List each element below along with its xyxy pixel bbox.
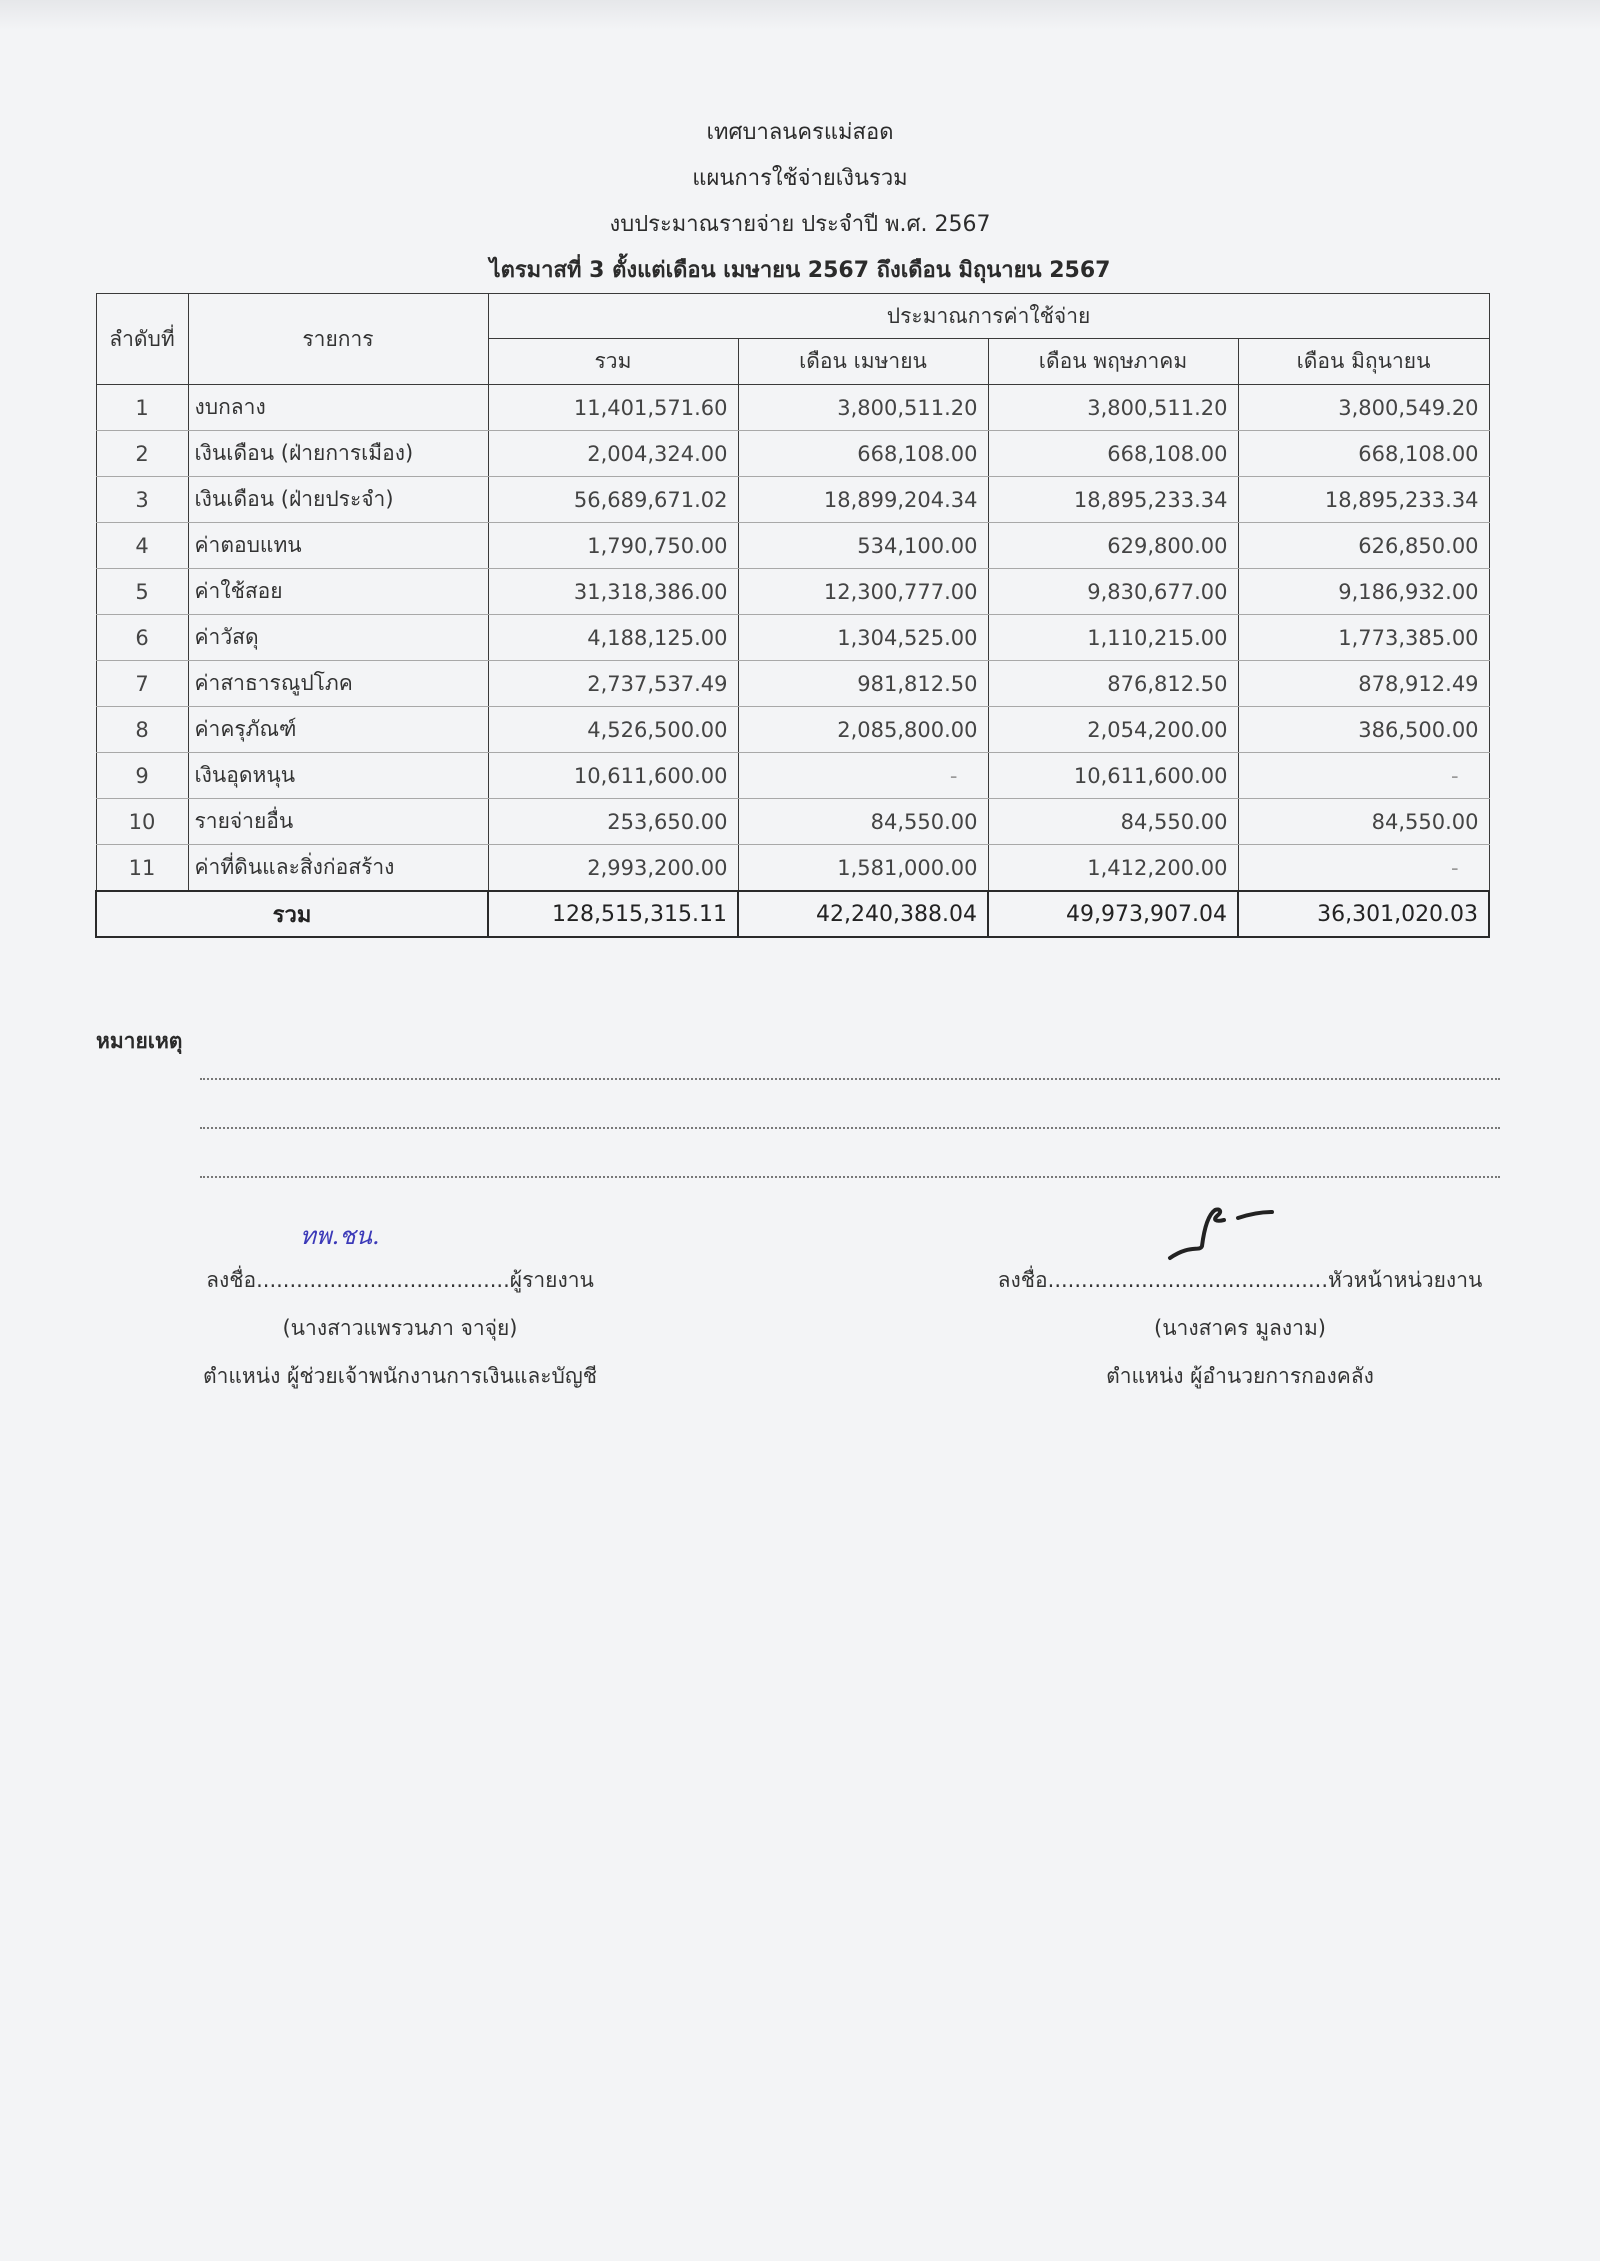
col-header-april: เดือน เมษายน (738, 339, 988, 385)
row-april: 12,300,777.00 (738, 569, 988, 615)
scan-shadow (0, 0, 1600, 30)
row-index: 2 (96, 431, 188, 477)
row-june: - (1238, 753, 1489, 799)
row-item: ค่าสาธารณูปโภค (188, 661, 488, 707)
row-index: 9 (96, 753, 188, 799)
row-total: 10,611,600.00 (488, 753, 738, 799)
row-item: เงินเดือน (ฝ่ายการเมือง) (188, 431, 488, 477)
total-april: 42,240,388.04 (738, 891, 988, 937)
notes-line-3[interactable] (200, 1176, 1500, 1178)
total-label: รวม (96, 891, 488, 937)
total-row (96, 891, 1489, 937)
row-index: 8 (96, 707, 188, 753)
table-row (96, 431, 1489, 477)
row-april: 1,581,000.00 (738, 845, 988, 892)
head-sign-dots: .......................................... (1047, 1268, 1329, 1292)
row-item: เงินเดือน (ฝ่ายประจำ) (188, 477, 488, 523)
row-total: 2,993,200.00 (488, 845, 738, 892)
row-june: - (1238, 845, 1489, 892)
row-april: - (738, 753, 988, 799)
row-may: 18,895,233.34 (988, 477, 1238, 523)
row-april: 1,304,525.00 (738, 615, 988, 661)
row-index: 5 (96, 569, 188, 615)
notes-label: หมายเหตุ (96, 1029, 183, 1053)
table-row (96, 707, 1489, 753)
row-index: 11 (96, 845, 188, 892)
row-may: 1,110,215.00 (988, 615, 1238, 661)
table-row (96, 753, 1489, 799)
table-row (96, 845, 1489, 892)
row-index: 3 (96, 477, 188, 523)
reporter-sign-line (160, 1256, 640, 1304)
row-april: 18,899,204.34 (738, 477, 988, 523)
row-total: 11,401,571.60 (488, 385, 738, 431)
col-header-index: ลำดับที่ (96, 294, 188, 385)
head-role: หัวหน้าหน่วยงาน (1328, 1268, 1483, 1292)
col-header-total: รวม (488, 339, 738, 385)
row-april: 3,800,511.20 (738, 385, 988, 431)
row-may: 876,812.50 (988, 661, 1238, 707)
row-june: 18,895,233.34 (1238, 477, 1489, 523)
row-may: 84,550.00 (988, 799, 1238, 845)
budget-year: งบประมาณรายจ่าย ประจำปี พ.ศ. 2567 (609, 212, 991, 237)
reporter-handwritten-signature: ทพ.ชน. (300, 1222, 380, 1250)
row-item: เงินอุดหนุน (188, 753, 488, 799)
table-row (96, 523, 1489, 569)
table-body (96, 385, 1489, 892)
quarter-period: ไตรมาสที่ 3 ตั้งแต่เดือน เมษายน 2567 ถึงเดือน มิถุนายน 2567 (489, 258, 1111, 283)
notes-line-2[interactable] (200, 1127, 1500, 1129)
row-april: 668,108.00 (738, 431, 988, 477)
reporter-signature-block (160, 1256, 640, 1400)
col-header-estimate-group: ประมาณการค่าใช้จ่าย (488, 294, 1489, 339)
reporter-sign-prefix: ลงชื่อ (206, 1268, 257, 1292)
head-position: ตำแหน่ง ผู้อำนวยการกองคลัง (1106, 1364, 1374, 1388)
row-april: 981,812.50 (738, 661, 988, 707)
row-item: รายจ่ายอื่น (188, 799, 488, 845)
table-row (96, 661, 1489, 707)
document-header (0, 110, 1600, 294)
row-index: 7 (96, 661, 188, 707)
row-total: 2,737,537.49 (488, 661, 738, 707)
row-may: 2,054,200.00 (988, 707, 1238, 753)
head-name: (นางสาคร มูลงาม) (1154, 1316, 1326, 1340)
col-header-may: เดือน พฤษภาคม (988, 339, 1238, 385)
row-may: 1,412,200.00 (988, 845, 1238, 892)
row-april: 534,100.00 (738, 523, 988, 569)
row-april: 84,550.00 (738, 799, 988, 845)
spending-plan-table (95, 293, 1490, 938)
row-index: 10 (96, 799, 188, 845)
col-header-item: รายการ (188, 294, 488, 385)
org-name: เทศบาลนครแม่สอด (706, 120, 894, 145)
row-june: 626,850.00 (1238, 523, 1489, 569)
table-row (96, 569, 1489, 615)
total-june: 36,301,020.03 (1238, 891, 1489, 937)
table-row (96, 385, 1489, 431)
row-item: ค่าที่ดินและสิ่งก่อสร้าง (188, 845, 488, 892)
table-row (96, 615, 1489, 661)
row-june: 9,186,932.00 (1238, 569, 1489, 615)
total-sum: 128,515,315.11 (488, 891, 738, 937)
row-index: 1 (96, 385, 188, 431)
row-may: 668,108.00 (988, 431, 1238, 477)
row-june: 1,773,385.00 (1238, 615, 1489, 661)
row-may: 629,800.00 (988, 523, 1238, 569)
col-header-june: เดือน มิถุนายน (1238, 339, 1489, 385)
row-item: ค่าวัสดุ (188, 615, 488, 661)
row-may: 10,611,600.00 (988, 753, 1238, 799)
row-may: 9,830,677.00 (988, 569, 1238, 615)
row-total: 1,790,750.00 (488, 523, 738, 569)
row-april: 2,085,800.00 (738, 707, 988, 753)
notes-line-1[interactable] (200, 1078, 1500, 1080)
reporter-position: ตำแหน่ง ผู้ช่วยเจ้าพนักงานการเงินและบัญชี (202, 1364, 598, 1388)
row-index: 4 (96, 523, 188, 569)
row-index: 6 (96, 615, 188, 661)
head-handwritten-signature (1160, 1200, 1320, 1264)
table-row (96, 477, 1489, 523)
row-item: ค่าใช้สอย (188, 569, 488, 615)
head-sign-prefix: ลงชื่อ (997, 1268, 1048, 1292)
row-june: 386,500.00 (1238, 707, 1489, 753)
row-june: 668,108.00 (1238, 431, 1489, 477)
row-total: 2,004,324.00 (488, 431, 738, 477)
row-june: 878,912.49 (1238, 661, 1489, 707)
row-total: 31,318,386.00 (488, 569, 738, 615)
row-june: 84,550.00 (1238, 799, 1489, 845)
row-item: ค่าครุภัณฑ์ (188, 707, 488, 753)
total-may: 49,973,907.04 (988, 891, 1238, 937)
row-total: 4,188,125.00 (488, 615, 738, 661)
row-total: 4,526,500.00 (488, 707, 738, 753)
row-may: 3,800,511.20 (988, 385, 1238, 431)
row-june: 3,800,549.20 (1238, 385, 1489, 431)
head-sign-line (980, 1256, 1500, 1304)
row-item: ค่าตอบแทน (188, 523, 488, 569)
table-row (96, 799, 1489, 845)
head-signature-block (980, 1256, 1500, 1400)
reporter-sign-dots: ...................................... (256, 1268, 510, 1292)
row-total: 56,689,671.02 (488, 477, 738, 523)
reporter-name: (นางสาวแพรวนภา จาจุ่ย) (282, 1316, 518, 1340)
document-title: แผนการใช้จ่ายเงินรวม (692, 166, 908, 191)
row-item: งบกลาง (188, 385, 488, 431)
row-total: 253,650.00 (488, 799, 738, 845)
reporter-role: ผู้รายงาน (509, 1268, 594, 1292)
